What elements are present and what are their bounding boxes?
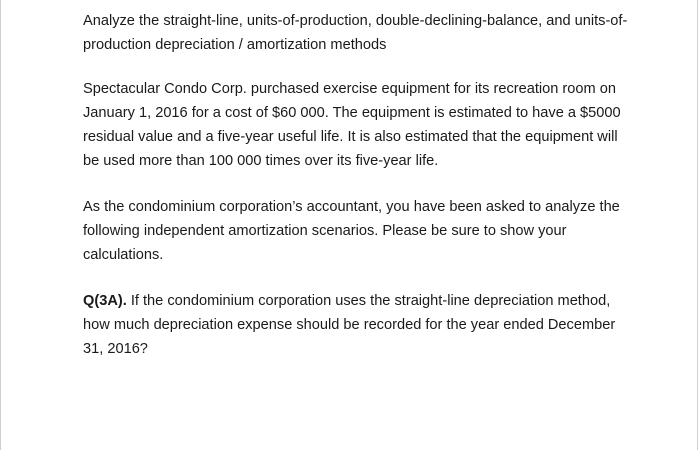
- question-text: If the condominium corporation uses the straight-line depreciation method, how much depreciation expense should be recorded for the year ended December 31, 2016?: [83, 293, 616, 357]
- intro-paragraph: Analyze the straight-line, units-of-production, double-declining-balance, and units-of-production depreciation / amortization methods: [83, 13, 628, 53]
- scenario-paragraph: Spectacular Condo Corp. purchased exercise equipment for its recreation room on January 1, 2016 for a cost of $60 000. The equipment is estimated to have a $5000 residual value and a five-year useful life. It is also estimated that the equipment will be used more than 100 000 times over its five-year life.: [83, 81, 621, 169]
- document-body: [83, 9, 628, 361]
- task-paragraph: As the condominium corporation’s accountant, you have been asked to analyze the following independent amortization scenarios. Please be sure to show your calculations.: [83, 199, 620, 263]
- question-paragraph: [83, 289, 628, 361]
- question-label: Q(3A).: [83, 293, 127, 309]
